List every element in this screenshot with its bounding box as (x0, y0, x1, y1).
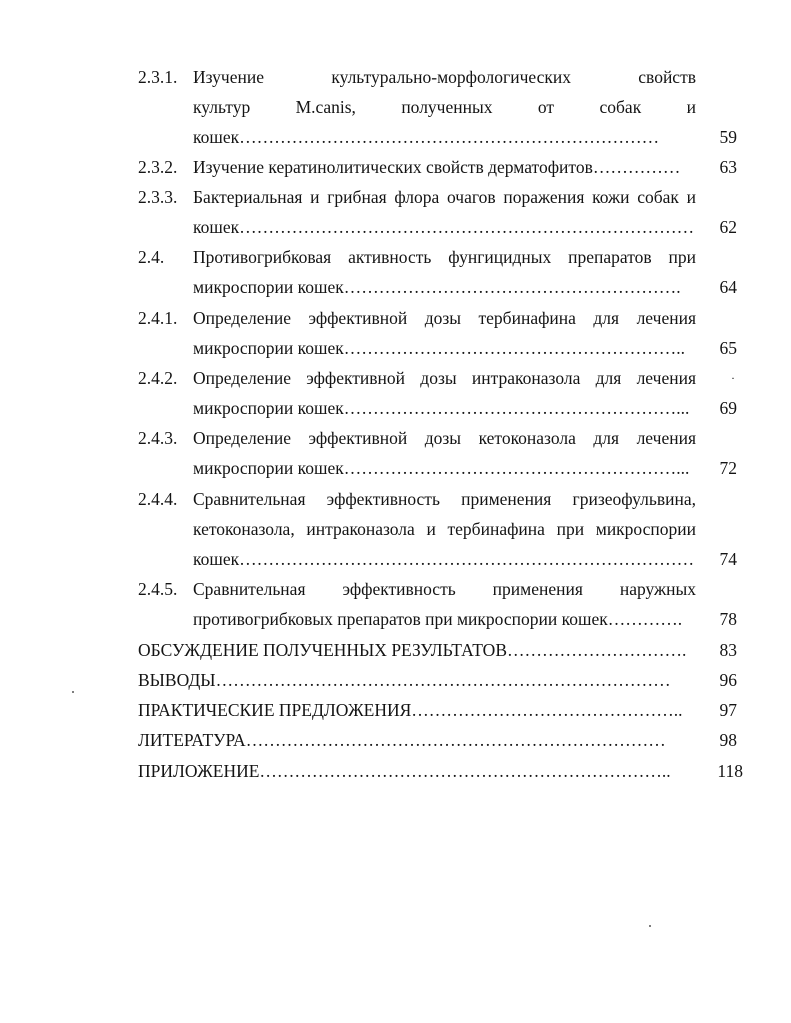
toc-section-title: ВЫВОДЫ…………………………………………………………………… (138, 670, 671, 690)
scan-speck (72, 691, 74, 693)
toc-entry-text: микроспории кошек…………………………………………………. (193, 277, 681, 297)
toc-number: 2.4.4. (138, 489, 178, 509)
toc-section-title: ПРИЛОЖЕНИЕ…………………………………………………………….. (138, 761, 671, 781)
toc-number: 2.4.3. (138, 428, 178, 448)
toc-number: 2.4.1. (138, 308, 178, 328)
toc-number: 2.3.3. (138, 187, 178, 207)
toc-page-number: 97 (719, 700, 737, 720)
toc-entry-text: кетоконазола, интраконазола и тербинафина при микроспории (193, 519, 696, 539)
toc-entry-text: противогрибковых препаратов при микроспории кошек…………. (193, 609, 683, 629)
toc-page-number: 64 (719, 277, 737, 297)
toc-page-number: 118 (717, 761, 743, 781)
toc-entry-text: микроспории кошек…………………………………………………... (193, 458, 690, 478)
toc-entry-text: Определение эффективной дозы интраконазола для лечения (193, 368, 696, 388)
toc-entry-text: Изучение кератинолитических свойств дерматофитов…………… (193, 157, 681, 177)
toc-entry-text: культур M.canis, полученных от собак и (193, 97, 696, 117)
toc-page-number: 59 (719, 127, 737, 147)
scan-speck (649, 925, 651, 927)
toc-page-number: 65 (719, 338, 737, 358)
toc-entry-text: Сравнительная эффективность применения гризеофульвина, (193, 489, 696, 509)
toc-section-title: ПРАКТИЧЕСКИЕ ПРЕДЛОЖЕНИЯ……………………………………….. (138, 700, 683, 720)
toc-page-mark: · (731, 371, 735, 385)
toc-page-number: 72 (719, 458, 737, 478)
toc-entry-text: микроспории кошек…………………………………………………... (193, 398, 690, 418)
toc-section-title: ЛИТЕРАТУРА……………………………………………………………… (138, 730, 666, 750)
toc-page-number: 63 (719, 157, 737, 177)
toc-page-number: 69 (719, 398, 737, 418)
toc-number: 2.4.5. (138, 579, 178, 599)
toc-entry-text: кошек…………………………………………………………………… (193, 217, 695, 237)
toc-section-title: ОБСУЖДЕНИЕ ПОЛУЧЕННЫХ РЕЗУЛЬТАТОВ…………………………. (138, 640, 687, 660)
toc-entry-text: Сравнительная эффективность применения наружных (193, 579, 696, 599)
toc-entry-text: Бактериальная и грибная флора очагов поражения кожи собак и (193, 187, 696, 207)
toc-entry-text: Изучение культурально-морфологических свойств (193, 67, 696, 87)
toc-entry-text: кошек……………………………………………………………… (193, 127, 660, 147)
toc-entry-text: Определение эффективной дозы кетоконазола для лечения (193, 428, 696, 448)
toc-entry-text: Противогрибковая активность фунгицидных препаратов при (193, 247, 696, 267)
toc-number: 2.3.2. (138, 157, 178, 177)
toc-number: 2.4.2. (138, 368, 178, 388)
toc-entry-text: кошек…………………………………………………………………… (193, 549, 695, 569)
toc-number: 2.3.1. (138, 67, 178, 87)
toc-page-number: 62 (719, 217, 737, 237)
toc-page-number: 96 (719, 670, 737, 690)
toc-page-number: 78 (719, 609, 737, 629)
toc-page-number: 83 (719, 640, 737, 660)
toc-entry-text: микроспории кошек………………………………………………….. (193, 338, 685, 358)
toc-page-number: 74 (719, 549, 737, 569)
toc-number: 2.4. (138, 247, 165, 267)
toc-page-number: 98 (719, 730, 737, 750)
toc-entry-text: Определение эффективной дозы тербинафина для лечения (193, 308, 696, 328)
